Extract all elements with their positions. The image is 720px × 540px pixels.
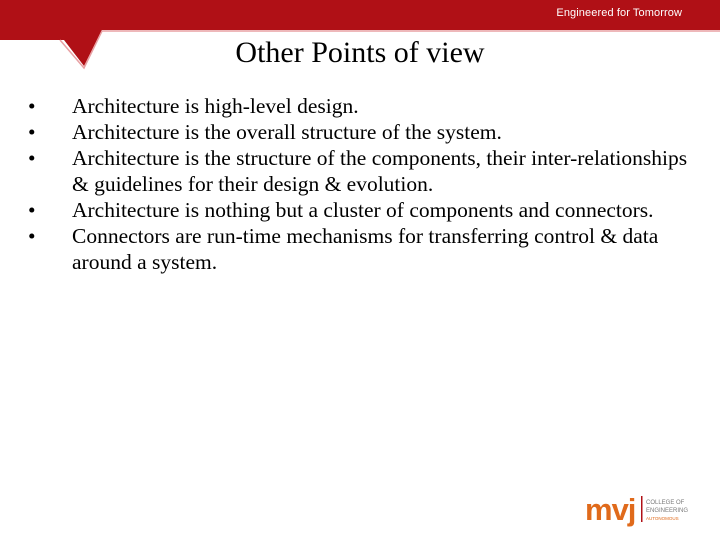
bullet-marker: • <box>28 146 36 170</box>
bullet-list <box>28 93 688 275</box>
bullet-item <box>28 223 688 275</box>
bullet-text: Architecture is the overall structure of the system. <box>72 120 502 144</box>
bullet-text: Architecture is nothing but a cluster of components and connectors. <box>72 198 654 222</box>
bullet-marker: • <box>28 224 36 248</box>
logo-wordmark: mvj <box>585 492 636 527</box>
bullet-item <box>28 93 688 119</box>
bullet-marker: • <box>28 120 36 144</box>
bullet-marker: • <box>28 198 36 222</box>
logo-line-3: AUTONOMOUS <box>646 516 679 521</box>
bullet-item <box>28 145 688 197</box>
bullet-item <box>28 197 688 223</box>
logo-divider <box>641 496 643 522</box>
bullet-text: Architecture is the structure of the components, their inter-relationships & guidelines for their design & evolution. <box>72 146 688 196</box>
logo-line-2: ENGINEERING <box>646 508 689 514</box>
bullet-marker: • <box>28 94 36 118</box>
college-logo <box>585 490 705 530</box>
bullet-item <box>28 119 688 145</box>
header-tagline: Engineered for Tomorrow <box>556 7 682 19</box>
logo-line-1: COLLEGE OF <box>646 500 685 506</box>
slide-title: Other Points of view <box>235 36 485 69</box>
bullet-text: Connectors are run-time mechanisms for transferring control & data around a system. <box>72 224 659 274</box>
bullet-text: Architecture is high-level design. <box>72 94 359 118</box>
